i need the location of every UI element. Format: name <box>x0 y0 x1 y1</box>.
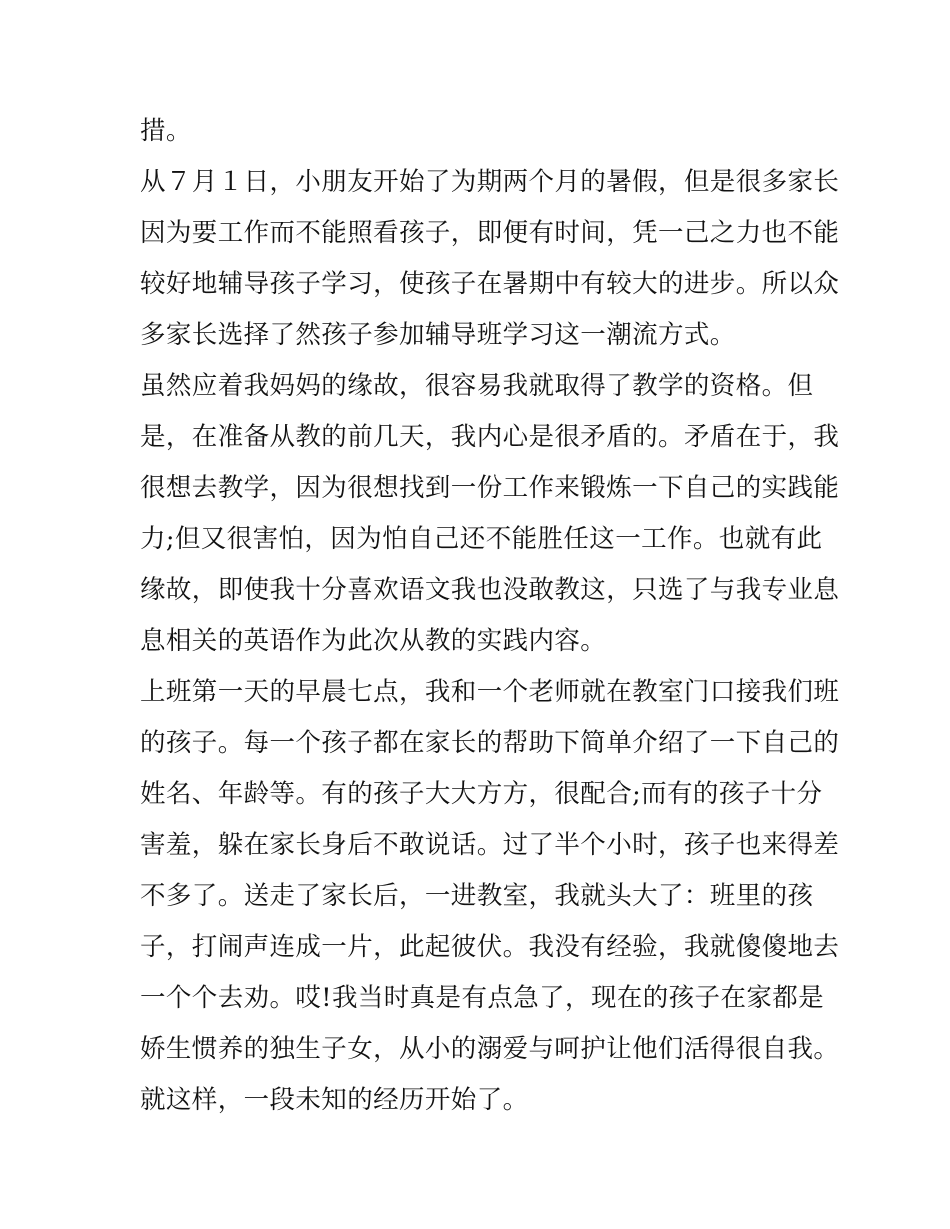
text-line: 虽然应着我妈妈的缘故，很容易我就取得了教学的资格。但 <box>140 371 814 401</box>
text-line: 一个个去劝。哎!我当时真是有点急了，现在的孩子在家都是 <box>140 983 825 1013</box>
text-line: 的孩子。每一个孩子都在家长的帮助下简单介绍了一下自己的 <box>140 728 840 758</box>
text-line: 是，在准备从教的前几天，我内心是很矛盾的。矛盾在于，我 <box>140 422 840 452</box>
text-line: 息相关的英语作为此次从教的实践内容。 <box>140 626 607 656</box>
text-line: 害羞，躲在家长身后不敢说话。过了半个小时，孩子也来得差 <box>140 830 840 860</box>
text-line: 很想去教学，因为很想找到一份工作来锻炼一下自己的实践能 <box>140 473 840 503</box>
text-line: 子，打闹声连成一片，此起彼伏。我没有经验，我就傻傻地去 <box>140 932 840 962</box>
text-line: 缘故，即使我十分喜欢语文我也没敢教这，只选了与我专业息 <box>140 575 840 605</box>
text-line: 姓名、年龄等。有的孩子大大方方，很配合;而有的孩子十分 <box>140 779 823 809</box>
text-line: 多家长选择了然孩子参加辅导班学习这一潮流方式。 <box>140 320 736 350</box>
text-line: 上班第一天的早晨七点，我和一个老师就在教室门口接我们班 <box>140 677 840 707</box>
text-line: 不多了。送走了家长后，一进教室，我就头大了：班里的孩 <box>140 881 814 911</box>
text-line: 力;但又很害怕，因为怕自己还不能胜任这一工作。也就有此 <box>140 524 823 554</box>
document-body <box>140 106 840 1126</box>
text-line: 因为要工作而不能照看孩子，即便有时间，凭一己之力也不能 <box>140 218 840 248</box>
text-line: 就这样，一段未知的经历开始了。 <box>140 1085 529 1115</box>
text-line: 措。 <box>140 116 192 146</box>
text-line: 较好地辅导孩子学习，使孩子在暑期中有较大的进步。所以众 <box>140 269 840 299</box>
text-line: 从７月１日，小朋友开始了为期两个月的暑假，但是很多家长 <box>140 167 840 197</box>
text-line: 娇生惯养的独生子女，从小的溺爱与呵护让他们活得很自我。 <box>140 1034 840 1064</box>
